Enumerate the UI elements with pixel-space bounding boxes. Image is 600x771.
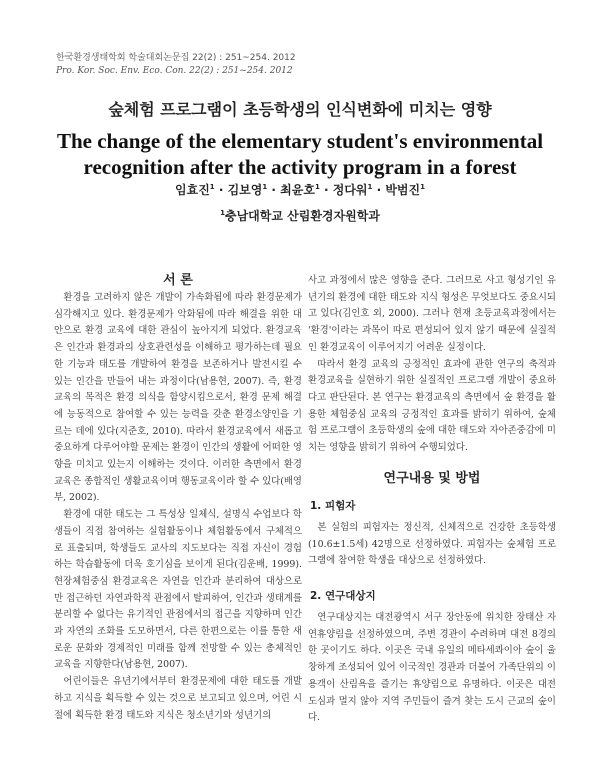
author: 박범진: [385, 183, 421, 197]
journal-header-english: Pro. Kor. Soc. Env. Eco. Con. 22(2) : 251~254. 2012: [56, 66, 293, 76]
study-site-text: [308, 610, 556, 727]
author-affiliation-mark: 1: [209, 183, 215, 191]
author: 임효진: [175, 183, 210, 197]
author-separator: ·: [372, 183, 386, 197]
author-separator: ·: [319, 183, 333, 197]
paper-title-english-line2: recognition after the activity program in a forest: [83, 155, 517, 179]
affiliation: [0, 207, 600, 224]
subjects-paragraph: 본 실험의 피험자는 정신적, 신체적으로 건강한 초등학생(10.6±1.5세) 42명으로 선정하였다. 피험자는 숲체험 프로그램에 참여한 학생을 대상으로 선정하였다.: [308, 522, 556, 567]
journal-header-korean: 한국환경생태학회 학술대회논문집 22(2) : 251~254. 2012: [56, 53, 296, 63]
author-separator: ·: [214, 183, 228, 197]
subsection-heading-subjects: 1. 피험자: [310, 500, 356, 512]
intro-paragraph-5: 따라서 환경 교육의 긍정적인 효과에 관한 연구의 축적과 환경교육을 실현하기 위한 실질적인 프로그램 개발이 중요하다고 판단된다. 본 연구는 환경교육의 측면에서 숲 환경을 활용한 체험중심 교육의 긍정적인 효과를 밝히기 위하여, 숲체험 프로그램이 초등학생의 숲에 대한 태도와 자아존중감에 미치는 영향을 밝히기 위하여 수행되었다.: [308, 358, 556, 454]
section-heading-introduction: 서 론: [163, 273, 193, 288]
author-affiliation-mark: 1: [314, 183, 320, 191]
affiliation-mark: 1: [220, 209, 225, 217]
author-separator: ·: [267, 183, 281, 197]
paper-title-english-line1: The change of the elementary student's environmental: [56, 129, 544, 153]
subsection-heading-study-site: 2. 연구대상지: [310, 590, 376, 602]
intro-paragraph-4: 사고 과정에서 많은 영향을 준다. 그러므로 사고 형성기인 유년기의 환경에 대한 태도와 지식 형성은 무엇보다도 중요시되고 있다(김인호 외, 2000). 그러나 현재 초등교육과정에서는 '환경'이라는 과목이 따로 편성되어 있지 않기 때문에 실질적인 환경교육이 이루어지기 어려운 실정이다.: [308, 275, 556, 353]
left-column: [54, 290, 302, 724]
author: 최윤호: [280, 183, 315, 197]
author-affiliation-mark: 1: [367, 183, 373, 191]
paper-title-english: [30, 128, 570, 180]
right-column: [308, 273, 556, 457]
author: 정다워: [332, 183, 368, 197]
subjects-text: [308, 520, 556, 570]
author-affiliation-mark: 1: [420, 183, 425, 191]
intro-paragraph-1: 환경을 고려하지 않은 개발이 가속화됨에 따라 환경문제가 심각해지고 있다. 환경문제가 악화됨에 따라 해결을 위한 대안으로 환경 교육에 대한 관심이 높아지게 되었다. 환경교육은 인간과 환경과의 상호관련성을 이해하고 평가하는데 필요한 기능과 태도를 개발하여 환경을 보존하거나 발전시킬 수 있는 인간을 만들어 내는 과정이다(남용현, 2007). 즉, 환경교육의 목적은 환경 의식을 함양시킴으로서, 환경 문제 해결에 능동적으로 참여할 수 있는 능력을 갖춘 환경소양인을 기르는 데에 있다(지준호, 2010). 따라서 환경교육에서 새롭고 중요하게 다루어야할 문제는 환경이 인간의 생활에 어떠한 영향을 미치고 있는지 이해하는 것이다. 이러한 측면에서 환경교육은 종합적인 생활교육이며 행동교육이라 할 수 있다(배영부, 2002).: [54, 292, 302, 504]
affiliation-text: 충남대학교 산림환경자원학과: [225, 209, 380, 223]
author-list: [0, 181, 600, 198]
author: 김보영: [227, 183, 263, 197]
paper-title-korean: 숲체험 프로그램이 초등학생의 인식변화에 미치는 영향: [108, 100, 492, 119]
intro-paragraph-2: 환경에 대한 태도는 그 특성상 일체식, 설명식 수업보다 학생들이 직접 참여하는 실험활동이나 체험활동에서 구체적으로 표출되며, 학생들도 교사의 지도보다는 직접 자신이 경험하는 학습활동에 더욱 호기심을 보이게 된다(김운배, 1999). 현장체험중심 환경교육은 자연을 인간과 분리하여 대상으로만 접근하던 자연과학적 관점에서 탈피하여, 인간과 생태계를 분리할 수 없다는 유기적인 관점에서의 접근을 지향하며 인간과 자연의 조화를 도모하면서, 다른 한편으로는 이를 통한 새로운 문화와 경제적인 미래를 함께 전망할 수 있는 총체적인 교육을 지향한다(남용현, 2007).: [54, 509, 302, 671]
study-site-paragraph: 연구대상지는 대전광역시 서구 장안동에 위치한 장태산 자연휴양림을 선정하였으며, 주변 경관이 수려하며 대전 8경의 한 곳이기도 하다. 이곳은 국내 유일의 메타세콰이아 숲이 울창하게 조성되어 있어 이국적인 경관과 더불어 가족단위의 이용객이 산림욕을 즐기는 휴양림으로 유명하다. 이곳은 대전 도심과 멀지 않아 지역 주민들이 즐겨 찾는 도시 근교의 숲이다.: [308, 612, 556, 724]
intro-paragraph-3: 어린이들은 유년기에서부터 환경문제에 대한 태도를 개발하고 지식을 획득할 수 있는 것으로 보고되고 있으며, 어린 시절에 획득한 환경 태도와 지식은 청소년기와 성년기의: [54, 676, 302, 721]
author-affiliation-mark: 1: [262, 183, 268, 191]
section-heading-methods: 연구내용 및 방법: [383, 471, 481, 486]
